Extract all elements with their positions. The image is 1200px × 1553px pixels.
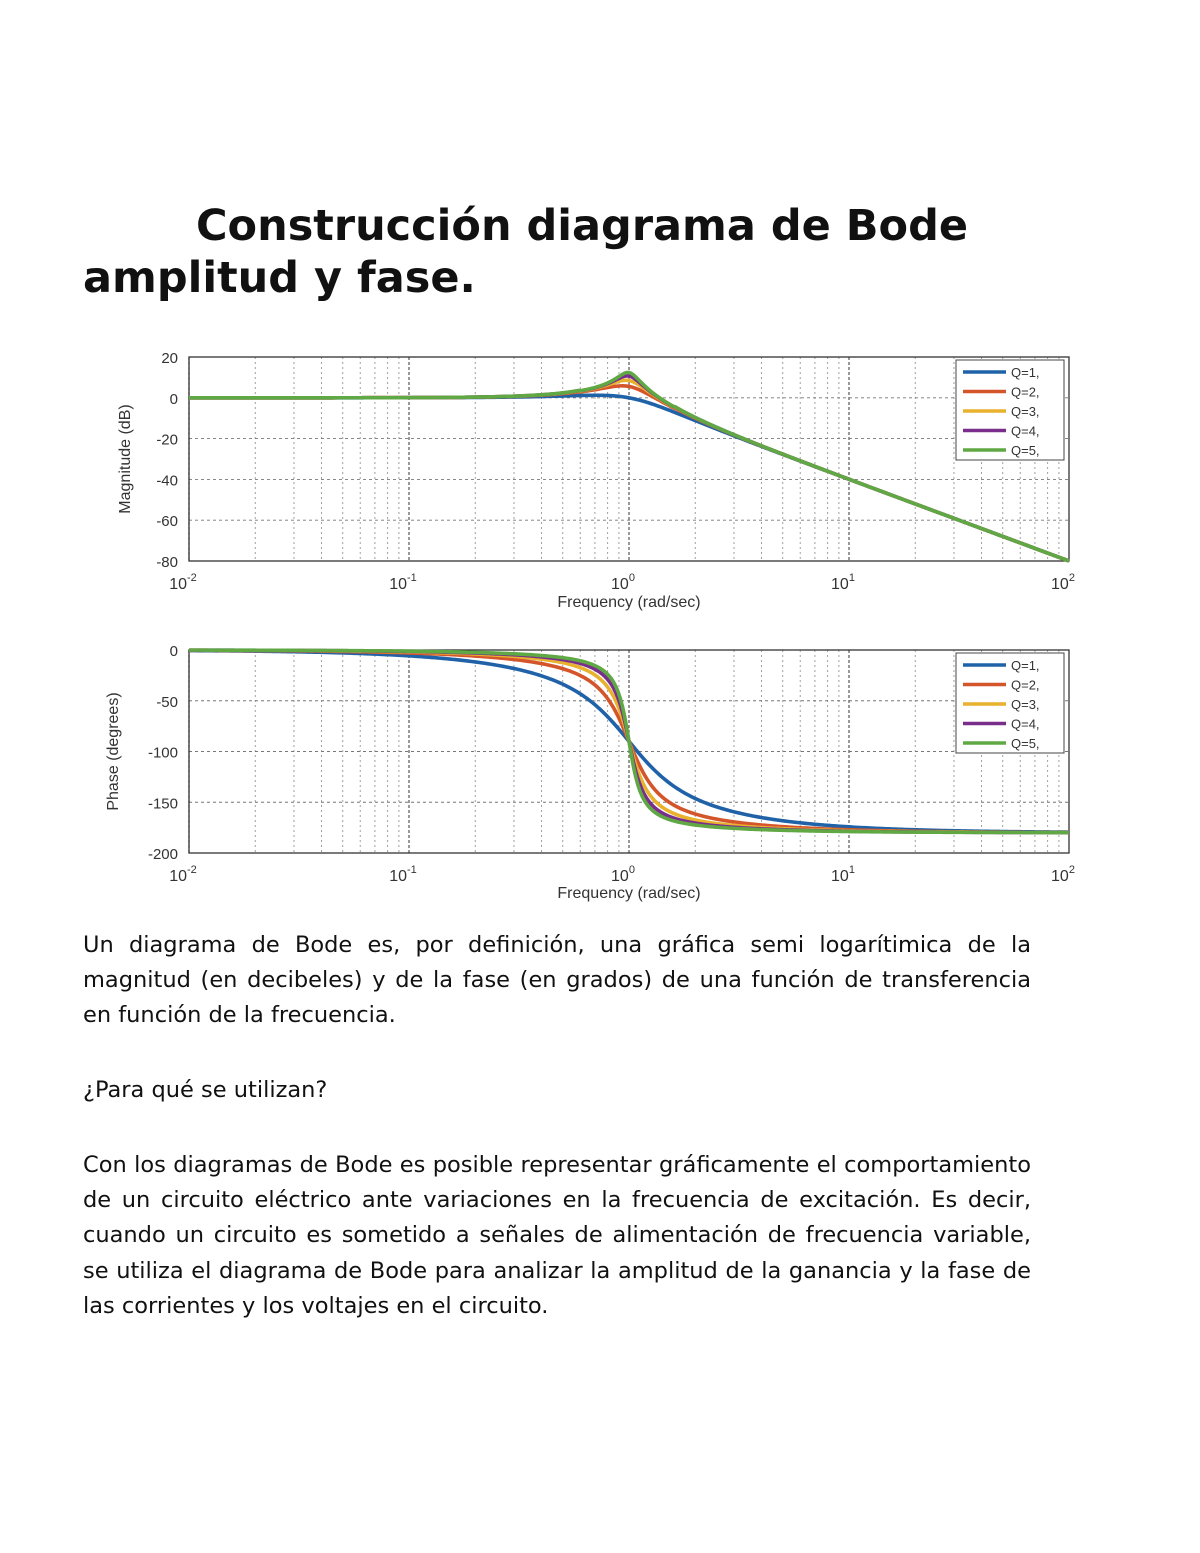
y-tick-label: -80	[156, 554, 178, 571]
usage-paragraph: Con los diagramas de Bode es posible representar gráficamente el comportamiento de un circuito eléctrico ante variaciones en la frecuencia de excitación. Es decir, cuando un circuito es sometido a señales de alimentación de frecuencia variable, se utiliza el diagrama de Bode para analizar la amplitud de la ganancia y la fase de las corrientes y los voltajes en el circuito.	[83, 1152, 1031, 1319]
legend-entry: Q=5,	[1011, 736, 1040, 751]
x-axis-label: Frequency (rad/sec)	[557, 885, 701, 902]
y-tick-label: 0	[169, 390, 178, 408]
y-tick-label: 20	[161, 350, 178, 367]
magnitude-chart	[117, 350, 1075, 611]
legend-entry: Q=4,	[1011, 423, 1040, 439]
title-line-2: amplitud y fase.	[83, 253, 476, 303]
y-tick-label: -100	[147, 744, 178, 762]
x-axis-label: Frequency (rad/sec)	[557, 594, 701, 611]
x-tick-label: $10^{-2}$	[169, 572, 197, 593]
x-tick-label: $10^0$	[611, 572, 635, 593]
x-tick-label: $10^{-1}$	[389, 864, 417, 885]
bode-figure	[100, 345, 1100, 910]
legend-entry: Q=4,	[1011, 716, 1040, 732]
legend-entry: Q=3,	[1011, 697, 1040, 712]
y-tick-label: -40	[156, 472, 178, 490]
x-tick-label: $10^1$	[831, 864, 855, 885]
legend-entry: Q=2,	[1011, 384, 1040, 400]
x-tick-label: $10^{-2}$	[169, 864, 197, 885]
x-tick-label: $10^0$	[611, 864, 635, 885]
y-tick-label: -50	[156, 693, 178, 711]
y-tick-label: -60	[156, 513, 178, 531]
x-tick-label: $10^{-1}$	[389, 572, 417, 593]
title-line-1: Construcción diagrama de Bode	[196, 201, 969, 251]
phase-chart	[105, 643, 1075, 902]
definition-paragraph: Un diagrama de Bode es, por definición, una gráfica semi logarítimica de la magnitud (en decibeles) y de la fase (en grados) de una función de transferencia en función de la frecuencia.	[83, 932, 1031, 1029]
y-axis-label: Magnitude (dB)	[117, 404, 134, 514]
legend-entry: Q=1,	[1011, 658, 1040, 673]
x-tick-label: $10^1$	[831, 572, 855, 593]
y-axis-label: Phase (degrees)	[105, 692, 122, 811]
x-tick-label: $10^2$	[1051, 572, 1075, 593]
legend-entry: Q=1,	[1011, 365, 1040, 380]
y-tick-label: -150	[147, 795, 178, 813]
x-tick-label: $10^2$	[1051, 864, 1075, 885]
legend-entry: Q=2,	[1011, 677, 1040, 693]
y-tick-label: 0	[169, 643, 178, 660]
y-tick-label: -20	[156, 431, 178, 449]
question-heading: ¿Para qué se utilizan?	[83, 1077, 328, 1103]
legend-entry: Q=3,	[1011, 404, 1040, 419]
legend-entry: Q=5,	[1011, 443, 1040, 458]
document-title	[83, 200, 1083, 304]
y-tick-label: -200	[147, 846, 178, 863]
